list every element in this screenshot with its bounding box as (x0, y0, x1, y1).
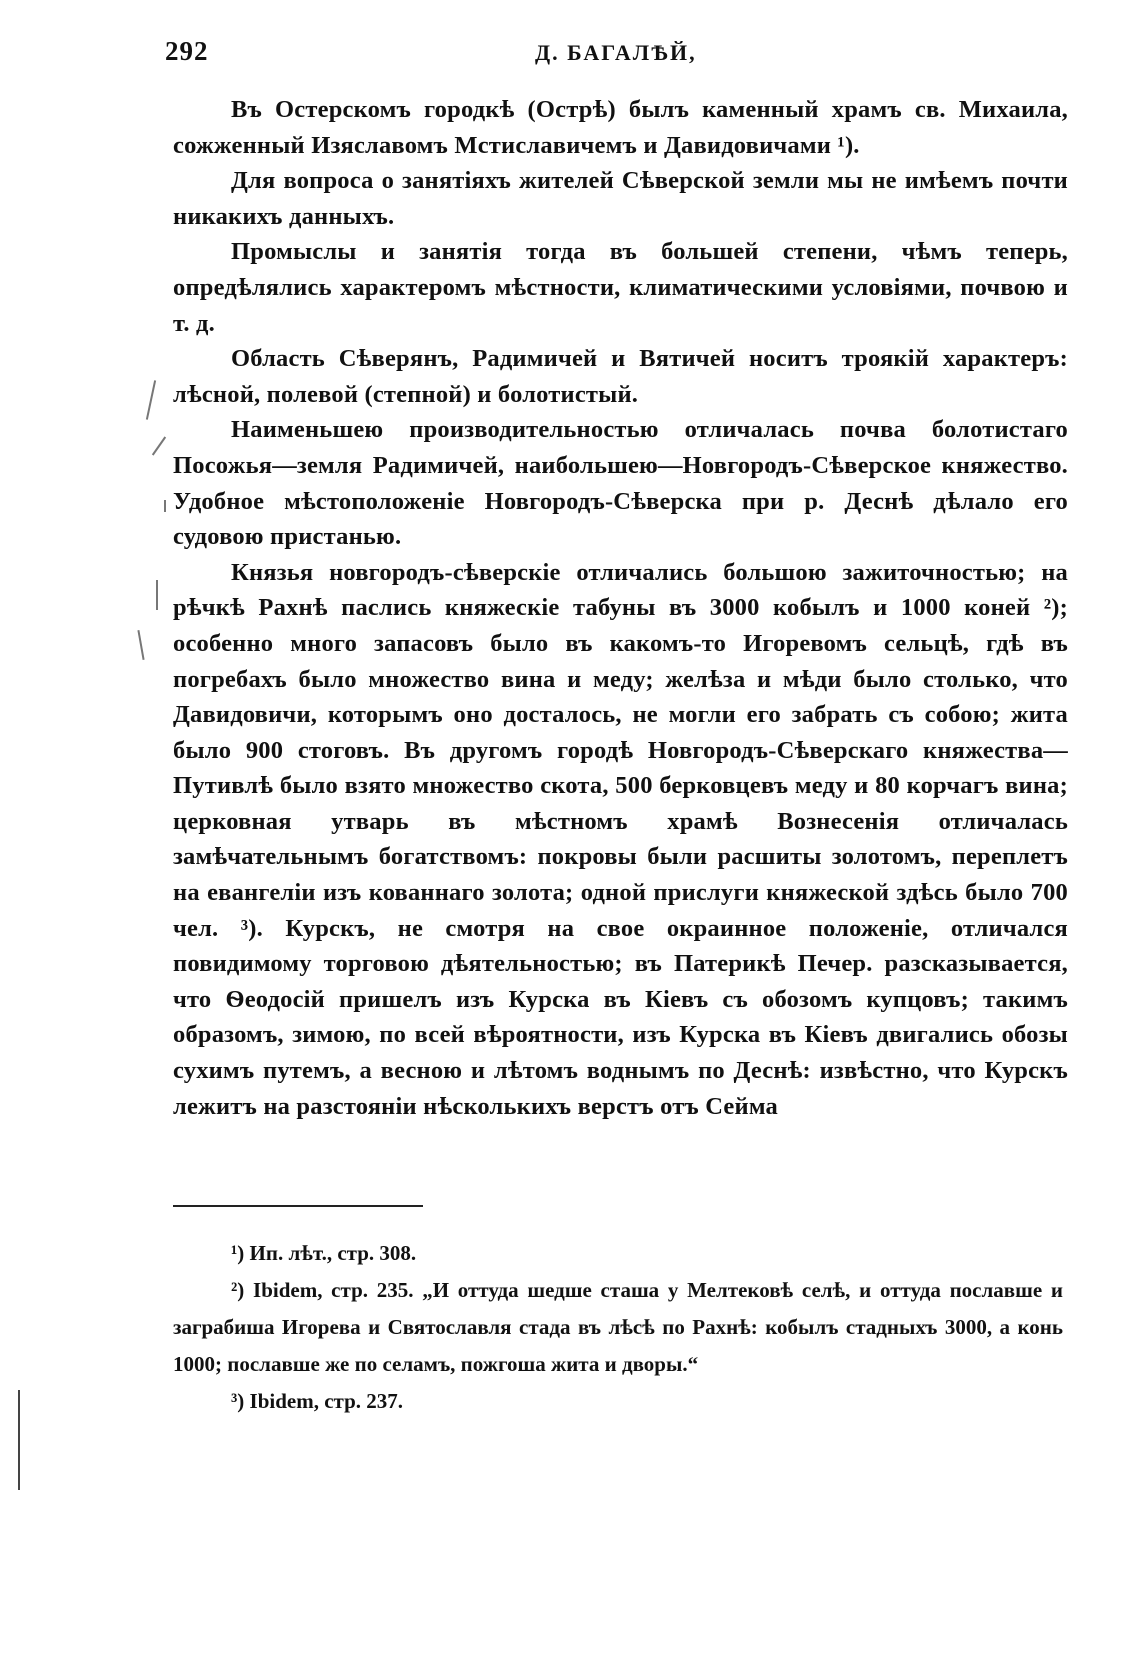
margin-pencil-marks (120, 380, 170, 680)
paragraph: Князья новгородъ-сѣверскіе отличались большою зажиточностью; на рѣчкѣ Рахнѣ паслись княжескіе табуны въ 3000 кобылъ и 1000 коней ²); особенно много запасовъ было въ какомъ-то Игоревомъ сельцѣ, гдѣ въ погребахъ было множество вина и меду; желѣза и мѣди было столько, что Давидовичи, которымъ оно досталось, не могли его забрать съ собою; жита было 900 стоговъ. Въ другомъ городѣ Новгородъ-Сѣверскаго княжества—Путивлѣ было взято множество скота, 500 берковцевъ меду и 80 корчагъ вина; церковная утварь въ мѣстномъ храмѣ Вознесенія отличалась замѣчательнымъ богатствомъ: покровы были расшиты золотомъ, переплетъ на евангеліи изъ кованнаго золота; одной прислуги княжеской здѣсь было 700 чел. ³). Курскъ, не смотря на свое окраинное положеніе, отличался повидимому торговою дѣятельностью; въ Патерикѣ Печер. разсказывается, что Ѳеодосій пришелъ изъ Курска въ Кіевъ съ обозомъ купцовъ; такимъ образомъ, зимою, по всей вѣроятности, изъ Курска въ Кіевъ двигались обозы сухимъ путемъ, а весною и лѣтомъ воднымъ по Деснѣ: извѣстно, что Курскъ лежитъ на разстояніи нѣсколькихъ верстъ отъ Сейма (173, 558, 1068, 1120)
body-text (173, 92, 1068, 1124)
footnote-divider (173, 1205, 423, 1207)
scan-edge-line (18, 1390, 20, 1490)
paragraph: Наименьшею производительностью отличалась почва болотистаго Посожья—земля Радимичей, наибольшею—Новгородъ-Сѣверское княжество. Удобное мѣстоположеніе Новгородъ-Сѣверска при р. Деснѣ дѣлало его судовою пристанью. (173, 416, 1068, 551)
page-header (165, 36, 1070, 76)
footnotes (173, 1235, 1063, 1420)
footnote: ²) Ibidem, стр. 235. „И оттуда шедше сташа у Мелтековѣ селѣ, и оттуда пославше и заграбиша Игорева и Святославля стада въ лѣсѣ по Рахнѣ: кобылъ стадныхъ 3000, а конь 1000; пославше же по селамъ, пожгоша жита и дворы.“ (173, 1278, 1063, 1376)
footnote: ³) Ibidem, стр. 237. (231, 1389, 404, 1413)
paragraph: Промыслы и занятія тогда въ большей степени, чѣмъ теперь, опредѣлялись характеромъ мѣстности, климатическими условіями, почвою и т. д. (173, 238, 1068, 337)
page-number: 292 (165, 36, 209, 66)
pencil-mark (164, 500, 166, 512)
pencil-mark (146, 380, 156, 420)
footnote: ¹) Ип. лѣт., стр. 308. (231, 1241, 417, 1265)
paragraph: Въ Остерскомъ городкѣ (Острѣ) былъ каменный храмъ св. Михаила, сожженный Изяславомъ Мстиславичемъ и Давидовичами ¹). (173, 96, 1068, 159)
pencil-mark (152, 436, 166, 455)
pencil-mark (156, 580, 158, 610)
paragraph: Для вопроса о занятіяхъ жителей Сѣверской земли мы не имѣемъ почти никакихъ данныхъ. (173, 167, 1068, 230)
running-head: Д. БАГАЛѢЙ, (535, 40, 697, 65)
paragraph: Область Сѣверянъ, Радимичей и Вятичей носитъ троякій характеръ: лѣсной, полевой (степной) и болотистый. (173, 345, 1068, 408)
pencil-mark (137, 630, 144, 660)
